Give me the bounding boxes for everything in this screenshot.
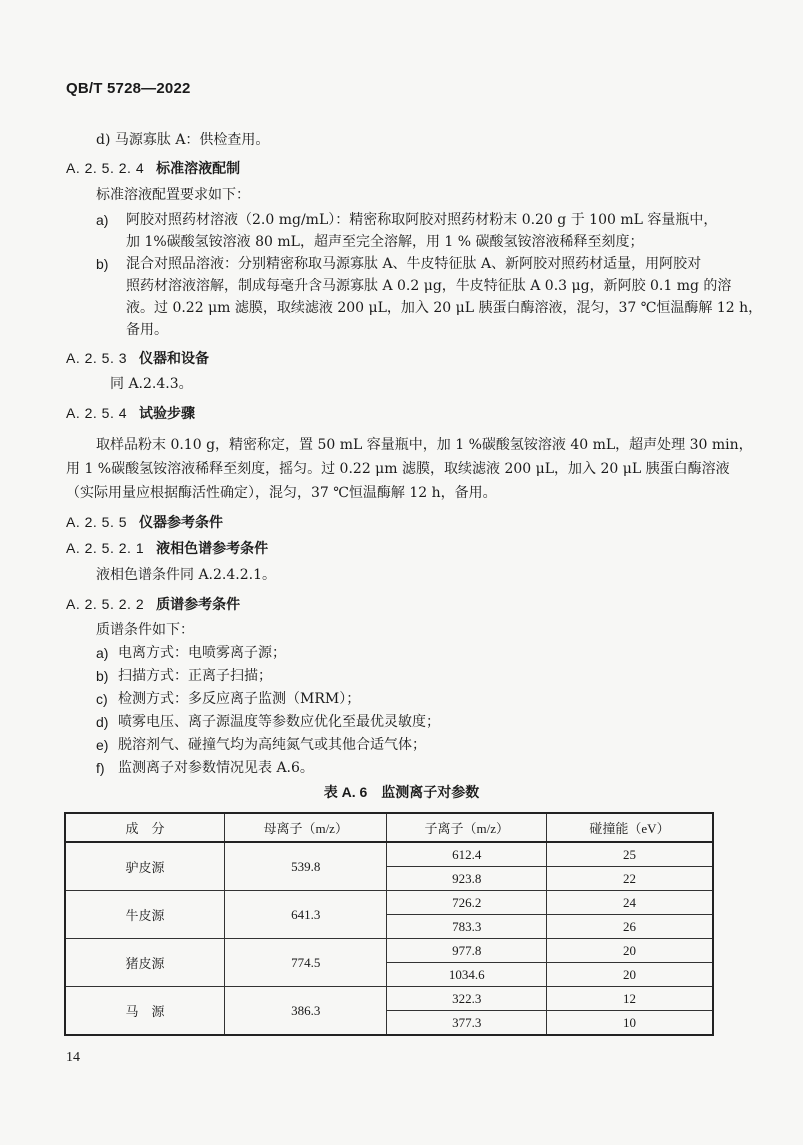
cell-daughter-ion: 977.8 [387, 939, 547, 963]
table-row [65, 987, 713, 1011]
page-number: 14 [66, 1050, 80, 1065]
heading-number: A. 2. 5. 2. 4 [66, 160, 145, 176]
step-line: （实际用量应根据酶活性确定），混匀，37 ℃恒温酶解 12 h，备用。 [66, 485, 497, 501]
cell-component: 马 源 [65, 987, 224, 1036]
cell-component: 猪皮源 [65, 939, 224, 987]
cell-parent-ion: 539.8 [224, 842, 387, 891]
ms-item-text: 检测方式：多反应离子监测（MRM）； [118, 691, 361, 707]
cell-daughter-ion: 1034.6 [387, 963, 547, 987]
item-d-sample: d) 马源寡肽 A：供检查用。 [96, 132, 270, 148]
cell-component: 牛皮源 [65, 891, 224, 939]
ms-item-label: a) [96, 645, 109, 661]
ms-item-text: 脱溶剂气、碰撞气均为高纯氮气或其他合适气体； [118, 737, 426, 753]
header-daughter-ion: 子离子（m/z） [387, 813, 547, 842]
ms-item-label: b) [96, 668, 109, 684]
cell-component: 驴皮源 [65, 842, 224, 891]
heading-title: 仪器参考条件 [139, 515, 224, 531]
ms-item-label: c) [96, 691, 108, 707]
cell-collision-energy: 20 [547, 963, 714, 987]
item-a-label: a) [96, 212, 109, 228]
standard-code-header: QB/T 5728—2022 [66, 80, 191, 97]
ms-item-label: f) [96, 760, 105, 776]
ms-item-label: e) [96, 737, 109, 753]
cell-daughter-ion: 726.2 [387, 891, 547, 915]
cell-parent-ion: 641.3 [224, 891, 387, 939]
ms-item-label: d) [96, 714, 109, 730]
ms-item-text: 扫描方式：正离子扫描； [118, 668, 272, 684]
header-component: 成 分 [65, 813, 224, 842]
table-title: 监测离子对参数 [381, 785, 480, 801]
item-b-line: 液。过 0.22 μm 滤膜，取续滤液 200 μL，加入 20 μL 胰蛋白酶溶液，混匀，37 ℃恒温酶解 12 h， [126, 300, 763, 316]
step-line: 取样品粉末 0.10 g，精密称定，置 50 mL 容量瓶中，加 1 %碳酸氢铵溶液 40 mL，超声处理 30 min， [96, 437, 753, 453]
ion-pair-table [64, 812, 714, 1036]
heading-number: A. 2. 5. 3 [66, 350, 128, 366]
ms-item-text: 喷雾电压、离子源温度等参数应优化至最优灵敏度； [118, 714, 440, 730]
table-caption [0, 782, 803, 802]
cell-daughter-ion: 322.3 [387, 987, 547, 1011]
header-collision-energy: 碰撞能（eV） [547, 813, 714, 842]
item-a-line: 阿胶对照药材溶液（2.0 mg/mL）：精密称取阿胶对照药材粉末 0.20 g 于 100 mL 容量瓶中， [126, 212, 718, 228]
heading-a2522 [66, 594, 240, 614]
header-parent-ion: 母离子（m/z） [224, 813, 387, 842]
lc-conditions: 液相色谱条件同 A.2.4.2.1。 [96, 567, 276, 583]
item-b-line: 备用。 [126, 322, 168, 338]
cell-daughter-ion: 783.3 [387, 915, 547, 939]
cell-collision-energy: 12 [547, 987, 714, 1011]
table-header-row [65, 813, 713, 842]
cell-collision-energy: 25 [547, 842, 714, 867]
cell-collision-energy: 20 [547, 939, 714, 963]
table-row [65, 891, 713, 915]
cell-daughter-ion: 612.4 [387, 842, 547, 867]
heading-title: 试验步骤 [139, 406, 196, 422]
heading-number: A. 2. 5. 2. 1 [66, 540, 145, 556]
heading-title: 标准溶液配制 [156, 161, 241, 177]
heading-title: 液相色谱参考条件 [156, 541, 269, 557]
heading-number: A. 2. 5. 5 [66, 514, 128, 530]
cell-collision-energy: 24 [547, 891, 714, 915]
table-number: 表 A. 6 [323, 784, 368, 800]
cell-parent-ion: 774.5 [224, 939, 387, 987]
table-row [65, 842, 713, 867]
step-line: 用 1 %碳酸氢铵溶液稀释至刻度，摇匀。过 0.22 μm 滤膜，取续滤液 200 μL，加入 20 μL 胰蛋白酶溶液 [66, 461, 730, 477]
heading-a254 [66, 403, 195, 423]
cell-collision-energy: 22 [547, 867, 714, 891]
heading-a255 [66, 512, 223, 532]
cell-collision-energy: 10 [547, 1011, 714, 1036]
cell-daughter-ion: 923.8 [387, 867, 547, 891]
item-b-line: 混合对照品溶液：分别精密称取马源寡肽 A、牛皮特征肽 A、新阿胶对照药材适量，用阿胶对 [126, 256, 702, 272]
ms-intro: 质谱条件如下： [96, 622, 194, 638]
table-row [65, 939, 713, 963]
ms-item-text: 监测离子对参数情况见表 A.6。 [118, 760, 314, 776]
heading-a2524 [66, 158, 240, 178]
cell-daughter-ion: 377.3 [387, 1011, 547, 1036]
same-as-a243: 同 A.2.4.3。 [110, 376, 193, 392]
heading-a2521 [66, 538, 268, 558]
cell-parent-ion: 386.3 [224, 987, 387, 1036]
heading-title: 质谱参考条件 [156, 597, 241, 613]
item-a-line: 加 1%碳酸氢铵溶液 80 mL，超声至完全溶解，用 1 % 碳酸氢铵溶液稀释至刻度； [126, 234, 644, 250]
heading-number: A. 2. 5. 2. 2 [66, 596, 145, 612]
heading-number: A. 2. 5. 4 [66, 405, 128, 421]
item-b-label: b) [96, 256, 109, 272]
ms-item-text: 电离方式：电喷雾离子源； [118, 645, 286, 661]
heading-title: 仪器和设备 [139, 351, 210, 367]
std-intro: 标准溶液配置要求如下： [96, 187, 250, 203]
heading-a253 [66, 348, 209, 368]
cell-collision-energy: 26 [547, 915, 714, 939]
item-b-line: 照药材溶液溶解，制成每毫升含马源寡肽 A 0.2 μg，牛皮特征肽 A 0.3 μg，新阿胶 0.1 mg 的溶 [126, 278, 732, 294]
